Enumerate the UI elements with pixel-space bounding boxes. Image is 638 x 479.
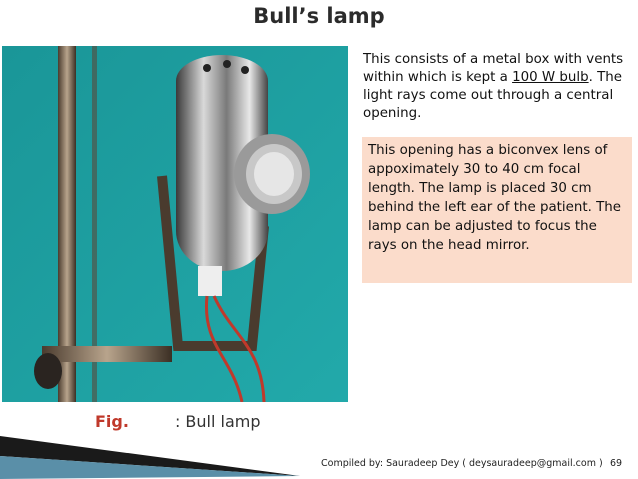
page-number: 69: [610, 458, 623, 469]
figure-caption-prefix: Fig.: [95, 412, 129, 431]
description-paragraph: [363, 51, 635, 123]
description-text-end: . The light rays come out through a central opening.: [363, 70, 623, 121]
footer-credit: Compiled by: Sauradeep Dey ( deysauradeep@gmail.com ): [321, 458, 603, 469]
lens-info-box: This opening has a biconvex lens of appoximately 30 to 40 cm focal length. The lamp is placed 30 cm behind the left ear of the patient. The lamp can be adjusted to focus the rays on the head mirror.: [362, 137, 632, 283]
bull-lamp-illustration: [2, 46, 348, 402]
description-text-start: This consists of a metal box with vents within which is kept a: [363, 52, 624, 85]
footer-swoosh-decoration: [0, 428, 360, 479]
figure-caption-text: : Bull lamp: [174, 412, 261, 431]
bulb-wattage-underlined: 100 W bulb: [512, 70, 589, 85]
slide-title: Bull’s lamp: [253, 4, 385, 28]
bull-lamp-photo: [2, 46, 348, 402]
